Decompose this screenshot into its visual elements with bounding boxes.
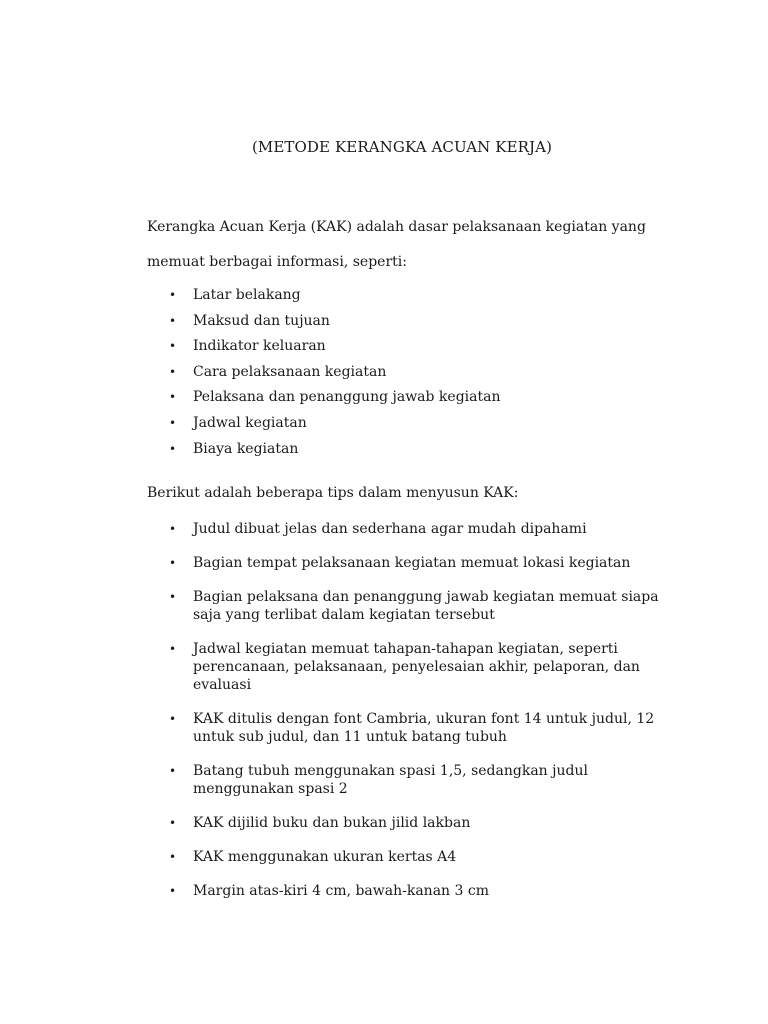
bullet-icon: • [169, 522, 177, 536]
list-item [147, 388, 667, 406]
list-item [147, 337, 667, 355]
bullet-icon: • [169, 339, 177, 354]
list-item [147, 414, 667, 432]
list-item-text: Jadwal kegiatan [193, 414, 307, 431]
bullet-icon: • [169, 288, 177, 302]
bullet-icon: • [169, 590, 177, 604]
list-item [147, 588, 667, 624]
document-title: (METODE KERANGKA ACUAN KERJA) [251, 138, 553, 156]
bullet-icon: • [169, 364, 177, 379]
list-item [147, 848, 667, 866]
list-item-text: Judul dibuat jelas dan sederhana agar mudah dipahami [193, 521, 587, 537]
bullet-icon: • [169, 642, 177, 656]
list-item [147, 554, 667, 572]
list-item [147, 814, 667, 832]
bullet-icon: • [169, 390, 177, 405]
list-item-text: Batang tubuh menggunakan spasi 1,5, sedangkan judul menggunakan spasi 2 [193, 763, 588, 797]
list-item [147, 363, 667, 381]
list-item-text: Pelaksana dan penanggung jawab kegiatan [193, 389, 501, 406]
list-item-text: Cara pelaksanaan kegiatan [193, 363, 387, 380]
bullet-icon: • [169, 712, 177, 726]
bullet-icon: • [169, 415, 177, 430]
bullet-icon: • [169, 884, 177, 898]
list-item [147, 440, 667, 458]
tips-intro: Berikut adalah beberapa tips dalam menyusun KAK: [147, 485, 519, 501]
list-item [147, 710, 667, 746]
list-item [147, 640, 667, 694]
list-item-text: Bagian pelaksana dan penanggung jawab kegiatan memuat siapa saja yang terlibat dalam kegiatan tersebut [193, 589, 659, 623]
intro-paragraph-line-1: Kerangka Acuan Kerja (KAK) adalah dasar pelaksanaan kegiatan yang [147, 219, 646, 235]
bullet-icon: • [169, 441, 177, 456]
list-item [147, 520, 667, 538]
list-item-text: Indikator keluaran [193, 338, 326, 355]
bullet-icon: • [169, 816, 177, 830]
contents-list [147, 286, 667, 465]
intro-paragraph-line-2: memuat berbagai informasi, seperti: [147, 254, 407, 270]
list-item-text: KAK menggunakan ukuran kertas A4 [193, 849, 457, 865]
list-item-text: KAK ditulis dengan font Cambria, ukuran font 14 untuk judul, 12 untuk sub judul, dan 11 untuk batang tubuh [193, 711, 655, 745]
bullet-icon: • [169, 764, 177, 778]
list-item [147, 312, 667, 330]
list-item [147, 882, 667, 900]
list-item-text: Latar belakang [193, 287, 301, 303]
list-item-text: Maksud dan tujuan [193, 312, 330, 329]
list-item [147, 762, 667, 798]
bullet-icon: • [169, 556, 177, 570]
bullet-icon: • [169, 313, 177, 328]
list-item-text: Biaya kegiatan [193, 440, 299, 457]
list-item-text: Bagian tempat pelaksanaan kegiatan memuat lokasi kegiatan [193, 555, 631, 571]
list-item [147, 286, 667, 304]
bullet-icon: • [169, 850, 177, 864]
list-item-text: Margin atas-kiri 4 cm, bawah-kanan 3 cm [193, 883, 489, 899]
tips-list [147, 520, 667, 916]
list-item-text: Jadwal kegiatan memuat tahapan-tahapan kegiatan, seperti perencanaan, pelaksanaan, penyelesaian akhir, pelaporan, dan evaluasi [193, 641, 640, 693]
list-item-text: KAK dijilid buku dan bukan jilid lakban [193, 815, 471, 831]
